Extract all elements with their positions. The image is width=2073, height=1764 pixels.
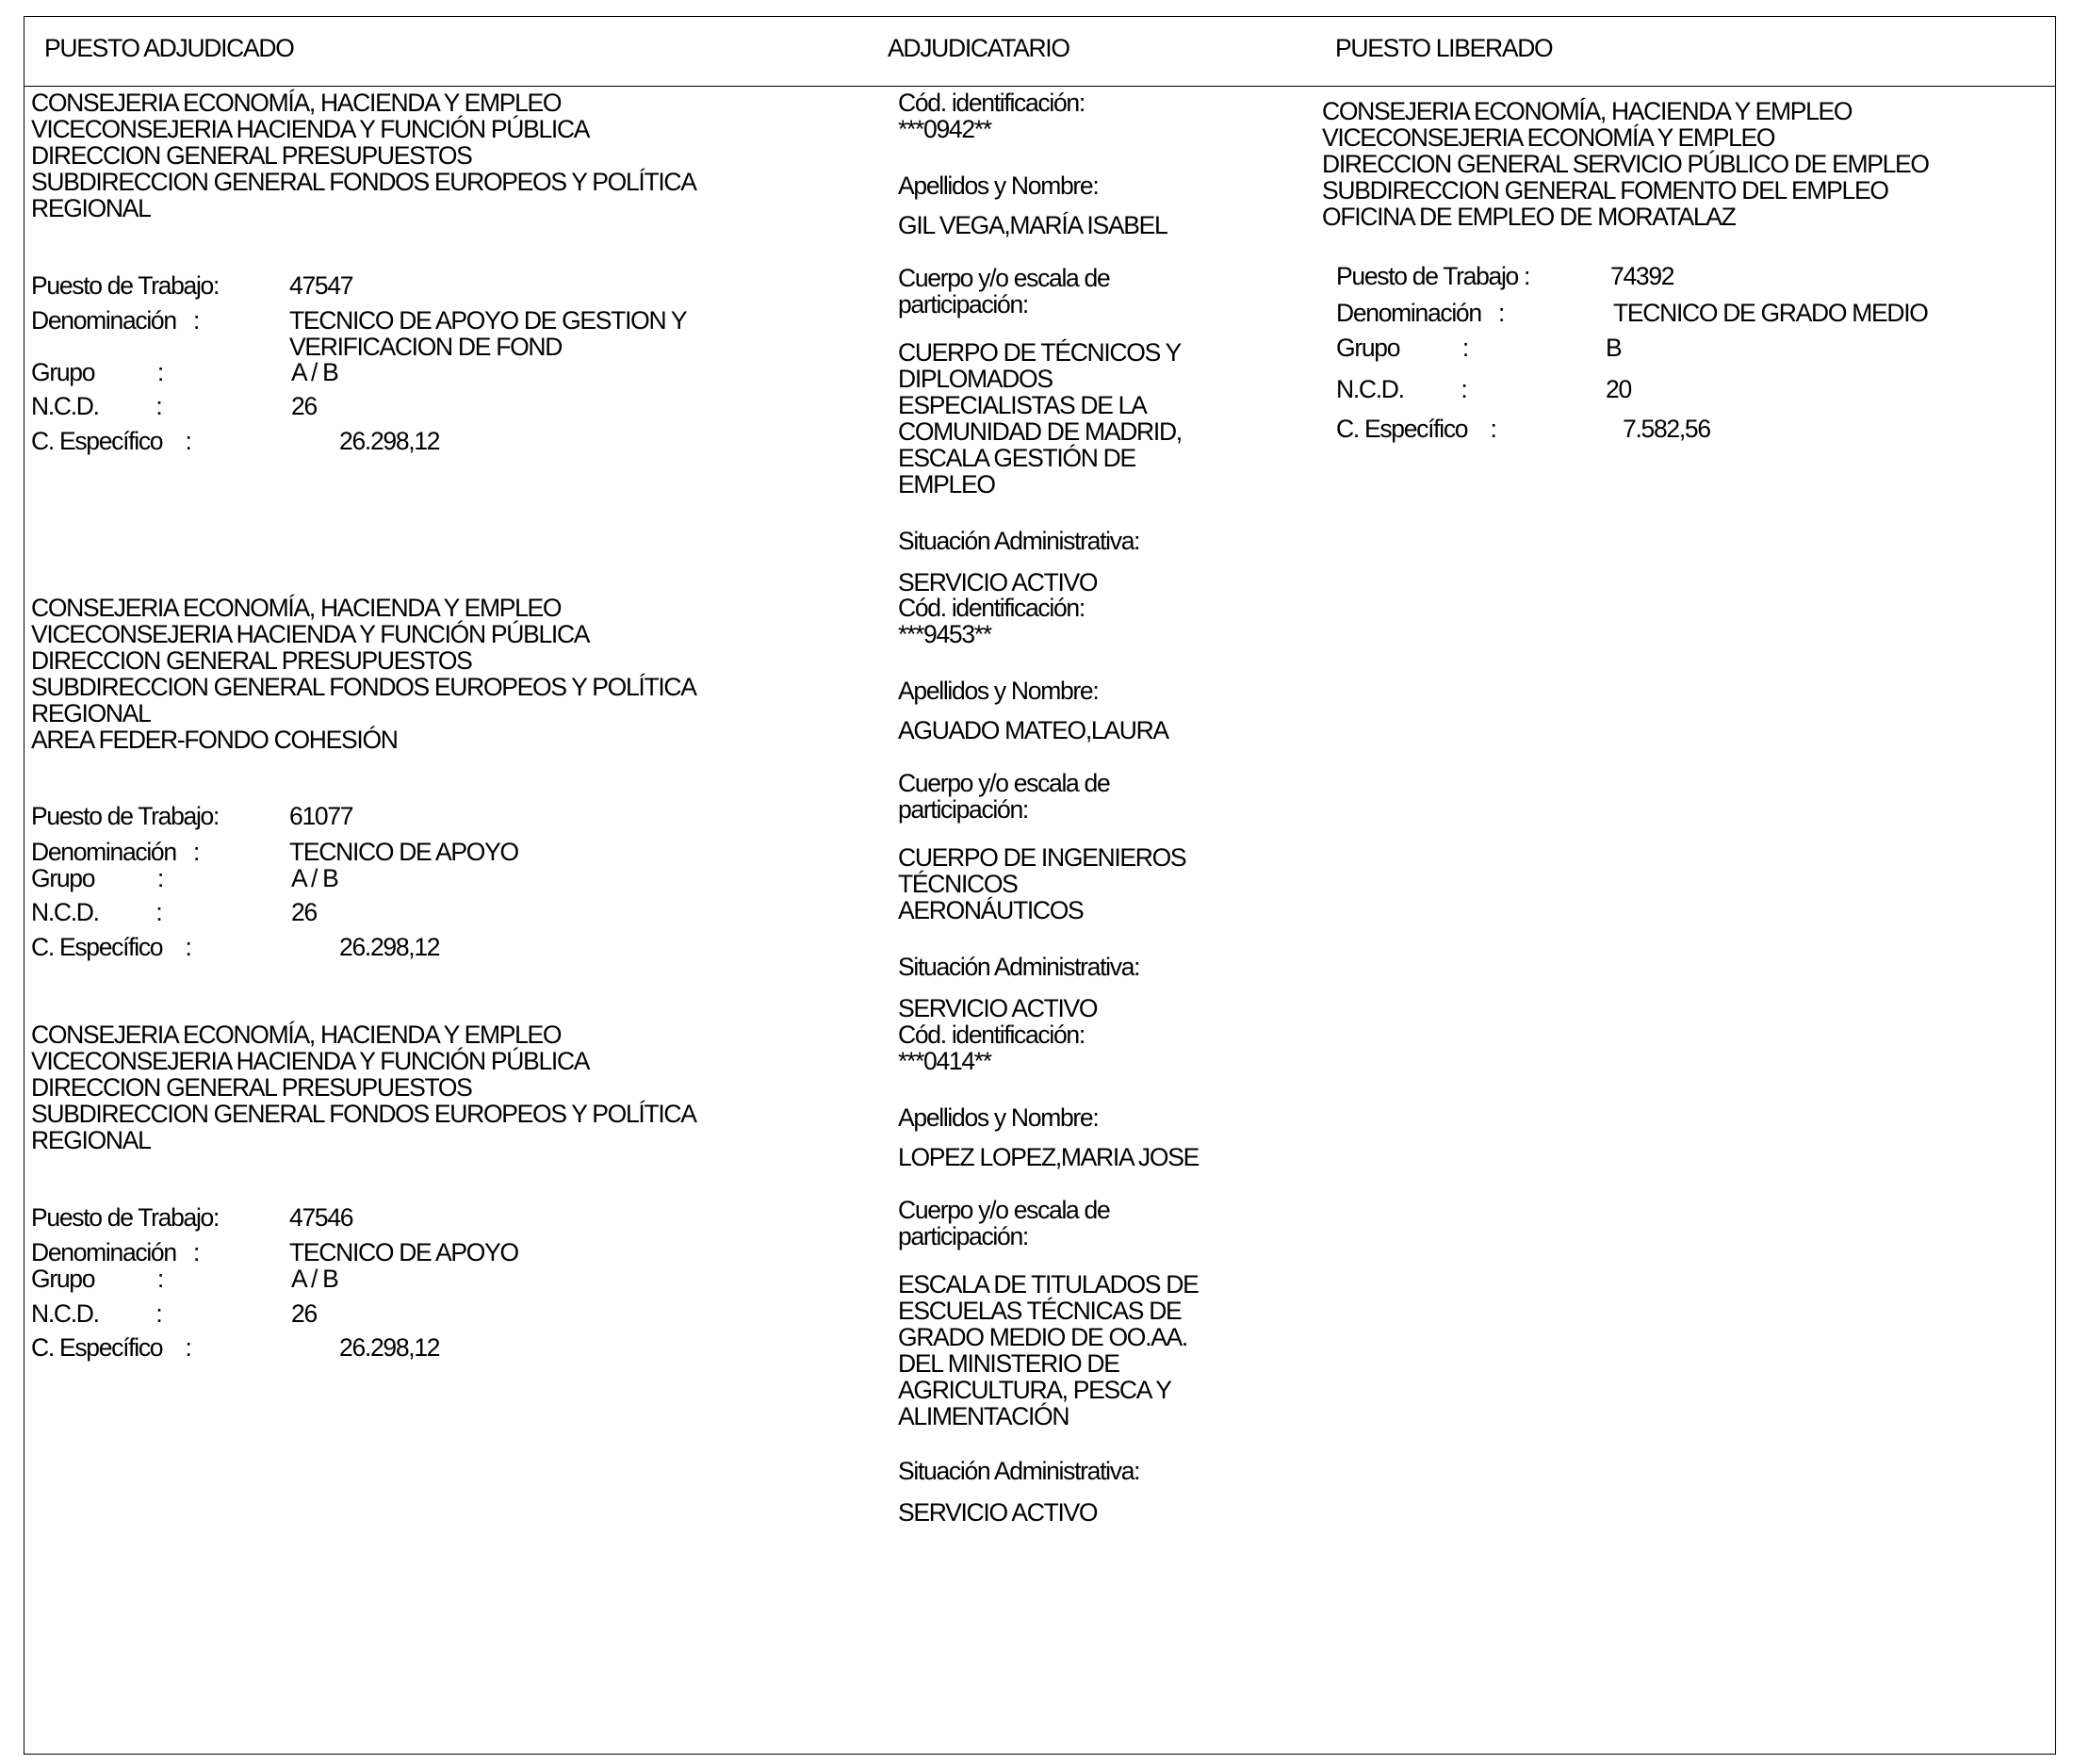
apellidos-label: Apellidos y Nombre: <box>898 677 1099 705</box>
denominacion-value: TECNICO DE APOYO DE GESTION Y <box>289 306 687 335</box>
ncd-label: N.C.D. : <box>31 392 162 420</box>
c-especifico-value: 26.298,12 <box>339 427 440 455</box>
cuerpo-value: AGRICULTURA, PESCA Y <box>898 1376 1171 1404</box>
org-line: DIRECCION GENERAL PRESUPUESTOS <box>31 141 472 170</box>
ncd-value: 26 <box>291 898 317 926</box>
situacion-value: SERVICIO ACTIVO <box>898 1498 1098 1527</box>
puesto-value: 74392 <box>1610 262 1674 290</box>
denominacion-value: TECNICO DE APOYO <box>289 838 518 866</box>
cuerpo-value: ESPECIALISTAS DE LA <box>898 391 1147 419</box>
cuerpo-label: participación: <box>898 795 1028 824</box>
org-line: VICECONSEJERIA ECONOMÍA Y EMPLEO <box>1322 123 1775 152</box>
grupo-label: Grupo : <box>31 1265 163 1293</box>
cuerpo-value: GRADO MEDIO DE OO.AA. <box>898 1323 1187 1351</box>
org-line: REGIONAL <box>31 699 151 727</box>
org-line: DIRECCION GENERAL PRESUPUESTOS <box>31 1073 472 1102</box>
apellidos-label: Apellidos y Nombre: <box>898 172 1099 200</box>
puesto-value: 61077 <box>289 802 353 830</box>
denominacion-value: TECNICO DE APOYO <box>289 1238 518 1266</box>
ncd-value: 20 <box>1606 375 1631 403</box>
header-divider <box>24 86 2056 87</box>
ncd-label: N.C.D. : <box>31 1299 162 1328</box>
grupo-value: A / B <box>291 1265 338 1293</box>
cuerpo-label: Cuerpo y/o escala de <box>898 1196 1110 1224</box>
puesto-label: Puesto de Trabajo : <box>1336 262 1530 290</box>
org-line: VICECONSEJERIA HACIENDA Y FUNCIÓN PÚBLICA <box>31 620 590 648</box>
c-especifico-label: C. Específico : <box>31 933 191 961</box>
denominacion-label: Denominación : <box>31 1238 200 1266</box>
apellidos-label: Apellidos y Nombre: <box>898 1103 1099 1132</box>
puesto-value: 47546 <box>289 1203 353 1232</box>
grupo-value: A / B <box>291 358 338 386</box>
org-line: REGIONAL <box>31 194 151 222</box>
denominacion-value: VERIFICACION DE FOND <box>289 333 563 361</box>
cuerpo-value: ESCALA DE TITULADOS DE <box>898 1270 1199 1298</box>
c-especifico-label: C. Específico : <box>1336 415 1496 443</box>
cuerpo-value: ALIMENTACIÓN <box>898 1402 1069 1430</box>
ncd-label: N.C.D. : <box>31 898 162 926</box>
org-line: DIRECCION GENERAL PRESUPUESTOS <box>31 646 472 675</box>
denominacion-label: Denominación : <box>31 306 200 335</box>
cuerpo-value: DIPLOMADOS <box>898 365 1053 393</box>
cuerpo-value: COMUNIDAD DE MADRID, <box>898 417 1182 446</box>
org-line: SUBDIRECCION GENERAL FONDOS EUROPEOS Y POLÍTICA <box>31 168 696 196</box>
org-line: SUBDIRECCION GENERAL FONDOS EUROPEOS Y POLÍTICA <box>31 673 696 701</box>
org-line: DIRECCION GENERAL SERVICIO PÚBLICO DE EMPLEO <box>1322 150 1929 178</box>
denominacion-label: Denominación : <box>1336 299 1505 327</box>
ncd-label: N.C.D. : <box>1336 375 1467 403</box>
header-adjudicatario: ADJUDICATARIO <box>888 34 1069 62</box>
org-line: REGIONAL <box>31 1126 151 1154</box>
grupo-value: A / B <box>291 864 338 892</box>
cuerpo-value: ESCALA GESTIÓN DE <box>898 444 1135 472</box>
denominacion-value: TECNICO DE GRADO MEDIO <box>1613 299 1928 327</box>
nombre-value: AGUADO MATEO,LAURA <box>898 716 1168 744</box>
header-puesto-liberado: PUESTO LIBERADO <box>1335 34 1553 62</box>
situacion-value: SERVICIO ACTIVO <box>898 568 1098 596</box>
c-especifico-value: 26.298,12 <box>339 1333 440 1362</box>
org-line: CONSEJERIA ECONOMÍA, HACIENDA Y EMPLEO <box>31 594 562 622</box>
cod-label: Cód. identificación: <box>898 1021 1085 1049</box>
denominacion-label: Denominación : <box>31 838 200 866</box>
nombre-value: GIL VEGA,MARÍA ISABEL <box>898 211 1167 239</box>
cuerpo-label: Cuerpo y/o escala de <box>898 769 1110 797</box>
org-line: SUBDIRECCION GENERAL FOMENTO DEL EMPLEO <box>1322 176 1888 204</box>
cuerpo-value: ESCUELAS TÉCNICAS DE <box>898 1297 1182 1325</box>
situacion-label: Situación Administrativa: <box>898 953 1140 981</box>
cod-value: ***9453** <box>898 620 991 648</box>
c-especifico-label: C. Específico : <box>31 1333 191 1362</box>
cuerpo-label: Cuerpo y/o escala de <box>898 264 1110 292</box>
cuerpo-value: TÉCNICOS <box>898 870 1018 898</box>
cod-value: ***0414** <box>898 1047 991 1075</box>
org-line: OFICINA DE EMPLEO DE MORATALAZ <box>1322 203 1736 231</box>
cuerpo-value: CUERPO DE INGENIEROS <box>898 843 1186 872</box>
puesto-value: 47547 <box>289 271 353 300</box>
situacion-label: Situación Administrativa: <box>898 1457 1140 1485</box>
grupo-value: B <box>1606 334 1622 362</box>
org-line: AREA FEDER-FONDO COHESIÓN <box>31 726 398 754</box>
cuerpo-value: CUERPO DE TÉCNICOS Y <box>898 338 1181 367</box>
cuerpo-label: participación: <box>898 1222 1028 1250</box>
cuerpo-label: participación: <box>898 290 1028 318</box>
puesto-label: Puesto de Trabajo: <box>31 271 220 300</box>
org-line: VICECONSEJERIA HACIENDA Y FUNCIÓN PÚBLICA <box>31 115 590 143</box>
org-line: VICECONSEJERIA HACIENDA Y FUNCIÓN PÚBLICA <box>31 1047 590 1075</box>
grupo-label: Grupo : <box>31 864 163 892</box>
puesto-label: Puesto de Trabajo: <box>31 802 220 830</box>
org-line: CONSEJERIA ECONOMÍA, HACIENDA Y EMPLEO <box>31 1021 562 1049</box>
grupo-label: Grupo : <box>31 358 163 386</box>
c-especifico-label: C. Específico : <box>31 427 191 455</box>
cod-value: ***0942** <box>898 115 991 143</box>
situacion-value: SERVICIO ACTIVO <box>898 994 1098 1022</box>
org-line: CONSEJERIA ECONOMÍA, HACIENDA Y EMPLEO <box>31 89 562 117</box>
cuerpo-value: AERONÁUTICOS <box>898 896 1084 924</box>
nombre-value: LOPEZ LOPEZ,MARIA JOSE <box>898 1143 1199 1171</box>
c-especifico-value: 26.298,12 <box>339 933 440 961</box>
c-especifico-value: 7.582,56 <box>1623 415 1710 443</box>
puesto-label: Puesto de Trabajo: <box>31 1203 220 1232</box>
org-line: SUBDIRECCION GENERAL FONDOS EUROPEOS Y POLÍTICA <box>31 1100 696 1128</box>
ncd-value: 26 <box>291 392 317 420</box>
situacion-label: Situación Administrativa: <box>898 527 1140 555</box>
header-puesto-adjudicado: PUESTO ADJUDICADO <box>44 34 294 62</box>
cuerpo-value: EMPLEO <box>898 470 995 498</box>
org-line: CONSEJERIA ECONOMÍA, HACIENDA Y EMPLEO <box>1322 97 1853 125</box>
ncd-value: 26 <box>291 1299 317 1328</box>
grupo-label: Grupo : <box>1336 334 1468 362</box>
cod-label: Cód. identificación: <box>898 594 1085 622</box>
cuerpo-value: DEL MINISTERIO DE <box>898 1349 1119 1378</box>
cod-label: Cód. identificación: <box>898 89 1085 117</box>
